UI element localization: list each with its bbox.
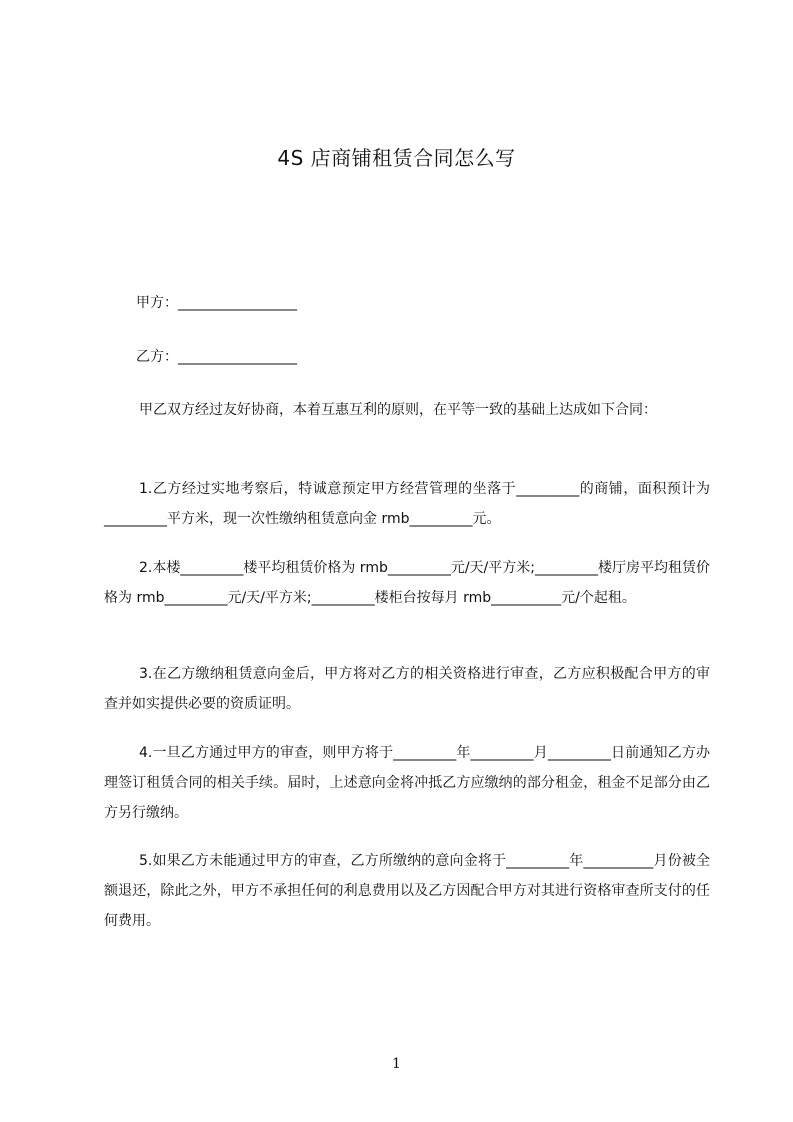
clause-2: 2.本楼_________楼平均租赁价格为 rmb_________元/天/平方米;_________楼厅房平均租赁价格为 rmb_________元/天/平方米;_________楼柜台按每月 rmb__________元/个起租。 — [104, 560, 710, 606]
party-b-line: 乙方：_________________ — [136, 349, 297, 365]
clause-4: 4.一旦乙方通过甲方的审查，则甲方将于_________年_________月_________日前通知乙方办理签订租赁合同的相关手续。届时，上述意向金将冲抵乙方应缴纳的部分租金，租金不足部分由乙方另行缴纳。 — [104, 745, 710, 821]
party-a-line: 甲方：_________________ — [136, 295, 297, 311]
clause-3: 3.在乙方缴纳租赁意向金后，甲方将对乙方的相关资格进行审查，乙方应积极配合甲方的审查并如实提供必要的资质证明。 — [104, 666, 710, 712]
intro-paragraph: 甲乙双方经过友好协商，本着互惠互利的原则，在平等一致的基础上达成如下合同： — [139, 402, 657, 418]
page-number: 1 — [392, 1056, 401, 1072]
document-title: 4S 店商铺租赁合同怎么写 — [277, 146, 516, 170]
clause-5: 5.如果乙方未能通过甲方的审查，乙方所缴纳的意向金将于_________年__________月份被全额退还，除此之外，甲方不承担任何的利息费用以及乙方因配合甲方对其进行资格审查所支付的任何费用。 — [104, 853, 710, 929]
clause-1: 1.乙方经过实地考察后，特诚意预定甲方经营管理的坐落于_________的商铺，面积预计为_________平方米，现一次性缴纳租赁意向金 rmb_________元。 — [104, 481, 710, 527]
